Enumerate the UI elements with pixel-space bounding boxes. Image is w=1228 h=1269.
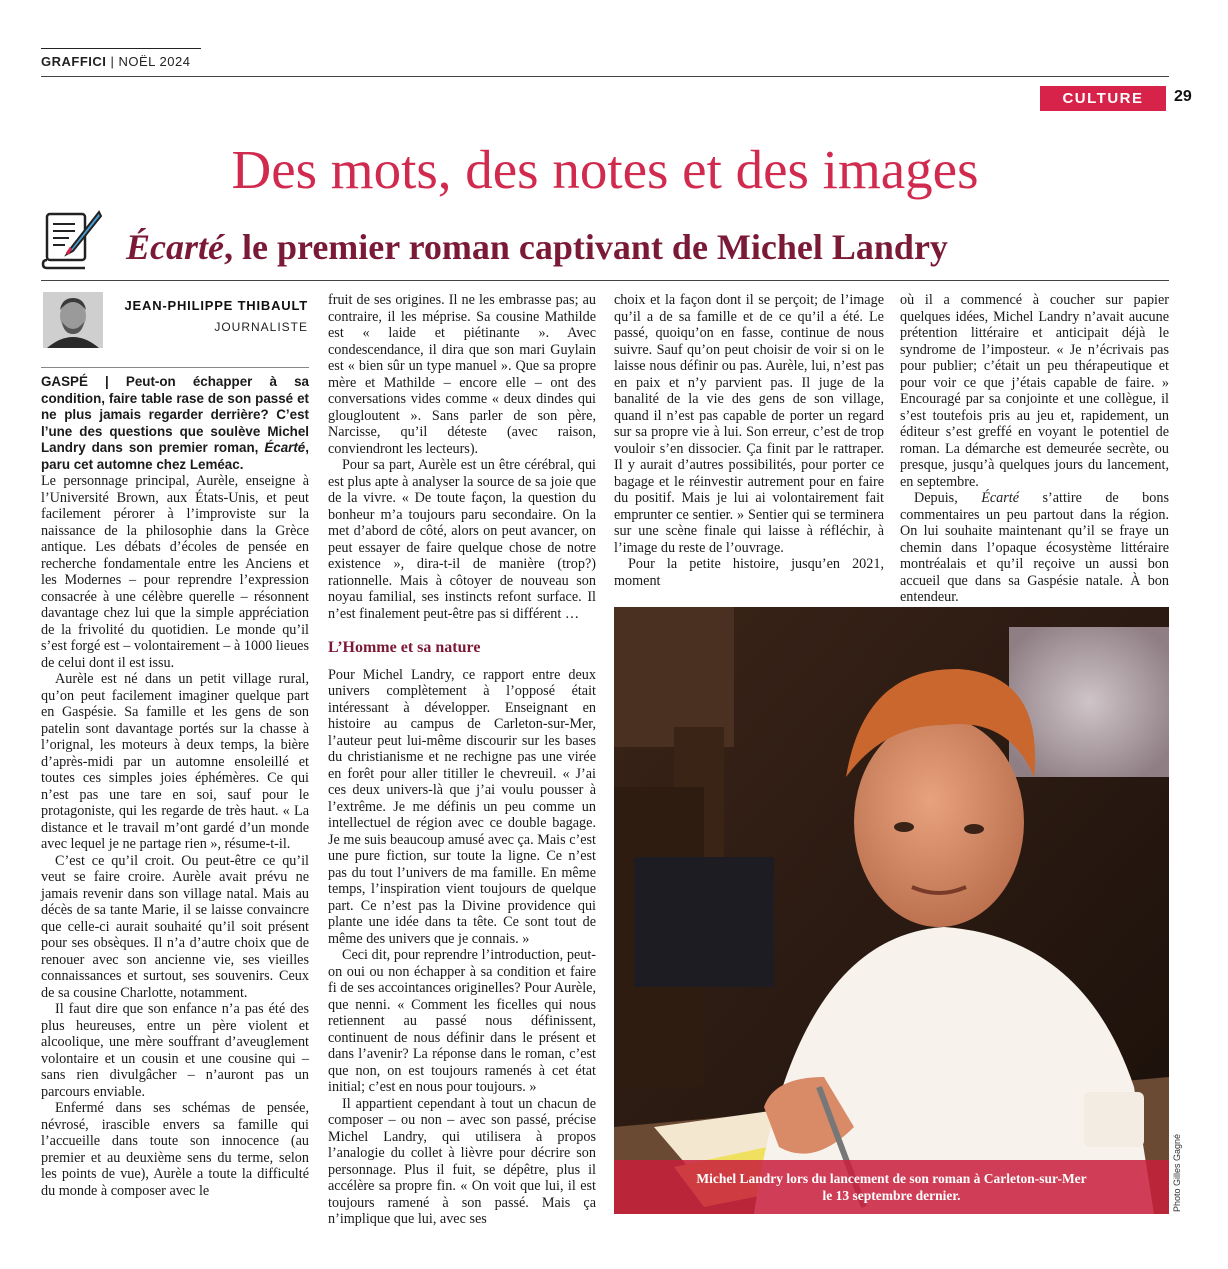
paragraph: C’est ce qu’il croit. Ou peut-être ce qu’il veut se faire croire. Aurèle avait prévu ne jamais revenir dans son village natal. Mais au décès de sa tante Marie, il se laisse convaincre que celle-ci aurait souhaité qu’il soit présent pour ses obsèques. Il n’a d’autre choix que de renouer avec son ancienne vie, ses vieilles connaissances et surtout, ses souvenirs. Ceux de sa cousine Charlotte, notamment.	[41, 852, 309, 1001]
paragraph-suffix: s’attire de bons commentaires un peu partout dans la région. On lui souhaite maintenant qu’il se fraye un chemin dans l’opaque écosystème littéraire montréalais et qu’il reçoive un aussi bon accueil que dans sa Gaspésie natale. À bon entendeur.	[900, 490, 1169, 605]
paragraph: Pour Michel Landry, ce rapport entre deux univers complètement à l’opposé était intéressant à développer. Enseignant en histoire au campus de Carleton-sur-Mer, l’auteur peut lui-même discourir sur les bases du christianisme et ne rechigne pas une virée en forêt pour aller titiller le chevreuil. « J’ai ces deux univers-là que j’ai voulu pousser à l’extrême. Je me définis un peu comme un intellectuel de région avec ce double bagage. Je me suis beaucoup amusé avec ça. Mais c’est une pure fiction, sur toute la ligne. Ce n’est pas du tout l’univers de ma famille. En même temps, l’inspiration vient toujours de quelque part. Ce n’est pas la Divine providence qui plante une idée dans ta tête. Ce sont tout de même des univers que je connais. »	[328, 666, 596, 947]
author-photo	[614, 607, 1169, 1214]
masthead-rule	[41, 48, 201, 49]
paragraph: Pour sa part, Aurèle est un être cérébral, qui est plus apte à analyser la source de sa joie que de la vivre. « De toute façon, la question du bonheur m’a toujours paru secondaire. On la met d’abord de côté, alors on peut avancer, on peut essayer de faire quelque chose de notre existence », dira-t-il de manière (trop?) rationnelle. Mais à côtoyer de nouveau son noyau familial, ses instincts refont surface. Il n’est finalement peut-être pas si différent …	[328, 457, 596, 622]
caption-line-1: Michel Landry lors du lancement de son roman à Carleton-sur-Mer	[696, 1171, 1087, 1186]
masthead-issue: NOËL 2024	[118, 54, 191, 69]
paragraph: choix et la façon dont il se perçoit; de l’image qu’il a de sa famille et de ce qu’il a été. Le passé, quoiqu’on en fasse, continue de nous suivre. Sauf qu’on peut choisir de voir si on le laisse nous définir ou pas. Aurèle, lui, n’est pas en paix et n’y parvient pas. Il juge de la banalité de la vie des gens de son village, quand il n’est pas capable de porter un regard sur sa propre vie à lui. Son erreur, c’est de trop vouloir s’en dissocier. Ça finit par le rattraper. Il y aurait d’autres possibilités, pour porter ce bagage et le réinvestir autrement pour en faire du positif. Mais je lui ai volontairement fait emprunter ce sentier. » Sentier qui se terminera sur une scène finale qui laisse à réfléchir, à l’image du reste de l’ouvrage.	[614, 292, 884, 556]
paragraph-prefix: Depuis,	[914, 490, 982, 506]
author-role: JOURNALISTE	[214, 320, 308, 334]
subsection-heading: L’Homme et sa nature	[328, 639, 481, 656]
column-4	[900, 292, 1169, 606]
author-name: JEAN-PHILIPPE THIBAULT	[124, 298, 308, 313]
masthead-brand: GRAFFICI	[41, 54, 107, 69]
column-3	[614, 292, 884, 589]
paragraph: fruit de ses origines. Il ne les embrasse pas; au contraire, il les méprise. Sa cousine Mathilde est « laide et piétinante ». Avec condescendance, il dira que son mari Guylain est « bien sûr un type manuel ». Que sa propre mère et Mathilde – encore elle – ont des conversations vides comme « deux dindes qui glougloutent ». Sans parler de son père, Narcisse, qu’il déteste (avec raison, conviendront les lecteurs).	[328, 292, 596, 457]
photo-credit: Photo Gilles Gagné	[1172, 1133, 1182, 1212]
section-tag: CULTURE	[1040, 86, 1166, 111]
lede-text: GASPÉ | Peut-on échapper à sa condition, faire table rase de son passé et ne plus jamais regarder derrière? C’est l’une des questions que soulève Michel Landry dans son premier roman,	[41, 374, 309, 455]
paragraph: Aurèle est né dans un petit village rural, qu’on peut facilement imaginer quelque part en Gaspésie. Sa famille et les gens de son patelin sont davantage portés sur la chasse à l’orignal, les moteurs à deux temps, la bière d’après-midi par un automne ensoleillé et toutes ces simples joies éphémères. Ce qui n’est pas une tare en soi, sauf pour le protagoniste, qui les regarde de très haut. « La distance et le travail m’ont gardé d’un monde avec lequel je ne partage rien », résume-t-il.	[41, 671, 309, 852]
paragraph: Il faut dire que son enfance n’a pas été des plus heureuses, entre un père violent et alcoolique, une mère souffrant d’aveuglement volontaire et un cousin et une cousine qui – sans rien divulgâcher – n’auront pas un parcours enviable.	[41, 1001, 309, 1100]
caption-line-2: le 13 septembre dernier.	[822, 1188, 961, 1203]
paragraph: Il appartient cependant à tout un chacun de composer – ou non – avec son passé, précise Michel Landry, qui utilisera à propos l’analogie du collet à lièvre pour décrire son personnage. Plus il fuit, se dépêtre, plus il accélère sa propre fin. « On voit que lui, il est toujours ramené à son passé. Mais ça n’implique que lui, avec ses	[328, 1095, 596, 1227]
page-number: 29	[1174, 88, 1192, 105]
lede	[41, 374, 309, 473]
quill-scroll-icon	[41, 208, 103, 270]
author-rule	[41, 367, 309, 368]
subhead-rest: , le premier roman captivant de Michel Landry	[223, 227, 948, 267]
subhead-rule	[41, 280, 1169, 281]
paragraph-book: Écarté	[981, 490, 1020, 506]
lede-suffix: , paru cet automne chez Leméac.	[41, 440, 309, 472]
subhead-book-title: Écarté	[126, 227, 224, 267]
paragraph: Enfermé dans ses schémas de pensée, névrosé, irascible envers sa famille qui l’accueille dans toute son innocence (au premier et au deuxième sens du terme, selon les points de vue), Aurèle a toute la difficulté du monde à composer avec le	[41, 1100, 309, 1199]
paragraph: Ceci dit, pour reprendre l’introduction, peut-on oui ou non échapper à sa condition et faire fi de ses accointances originelles? Pour Aurèle, que nenni. « Comment les ficelles qui nous retiennent au passé nous définissent, continuent de nous définir dans le présent et dans l’avenir? La réponse dans le roman, c’est que non, on est toujours ramenés à cet état initial; c’est en nous pour toujours. »	[328, 947, 596, 1095]
subhead	[126, 225, 948, 269]
headline: Des mots, des notes et des images	[231, 139, 979, 200]
paragraph: où il a commencé à coucher sur papier quelques idées, Michel Landry n’avait aucune prétention littéraire et anticipait déjà le syndrome de l’imposteur. « Je n’écrivais pas pour publier; c’était un peu thérapeutique et pour voir ce que j’étais capable de faire. » Encouragé par sa conjointe et une collègue, il s’est toutefois pris au jeu et, rapidement, un éditeur s’est greffé en voyant le potentiel de roman. La démarche est demeurée secrète, ou presque, jusqu’à quelques jours du lancement, en septembre.	[900, 292, 1169, 490]
author-avatar	[43, 292, 103, 348]
column-1	[41, 374, 309, 1199]
paragraph: Pour la petite histoire, jusqu’en 2021, moment	[614, 556, 884, 589]
masthead: GRAFFICI | NOËL 2024	[41, 54, 191, 69]
top-rule	[41, 76, 1169, 77]
lede-book: Écarté	[264, 440, 306, 455]
photo-caption	[614, 1160, 1169, 1214]
paragraph	[900, 490, 1169, 606]
column-2	[328, 292, 596, 1228]
paragraph: Le personnage principal, Aurèle, enseigne à l’Université Brown, aux États-Unis, et peut facilement pérorer à l’improviste sur la naissance de la philosophie dans la Grèce antique. Les débats d’écoles de pensée en recherche fondamentale entre les Anciens et les Modernes – pour reprendre l’expression consacrée à une célèbre querelle – résonnent davantage chez lui que la simple appréciation de la frivolité du quotidien. Le monde qu’il s’est forgé est – volontairement – à 1000 lieues de celui dont il est issu.	[41, 473, 309, 671]
